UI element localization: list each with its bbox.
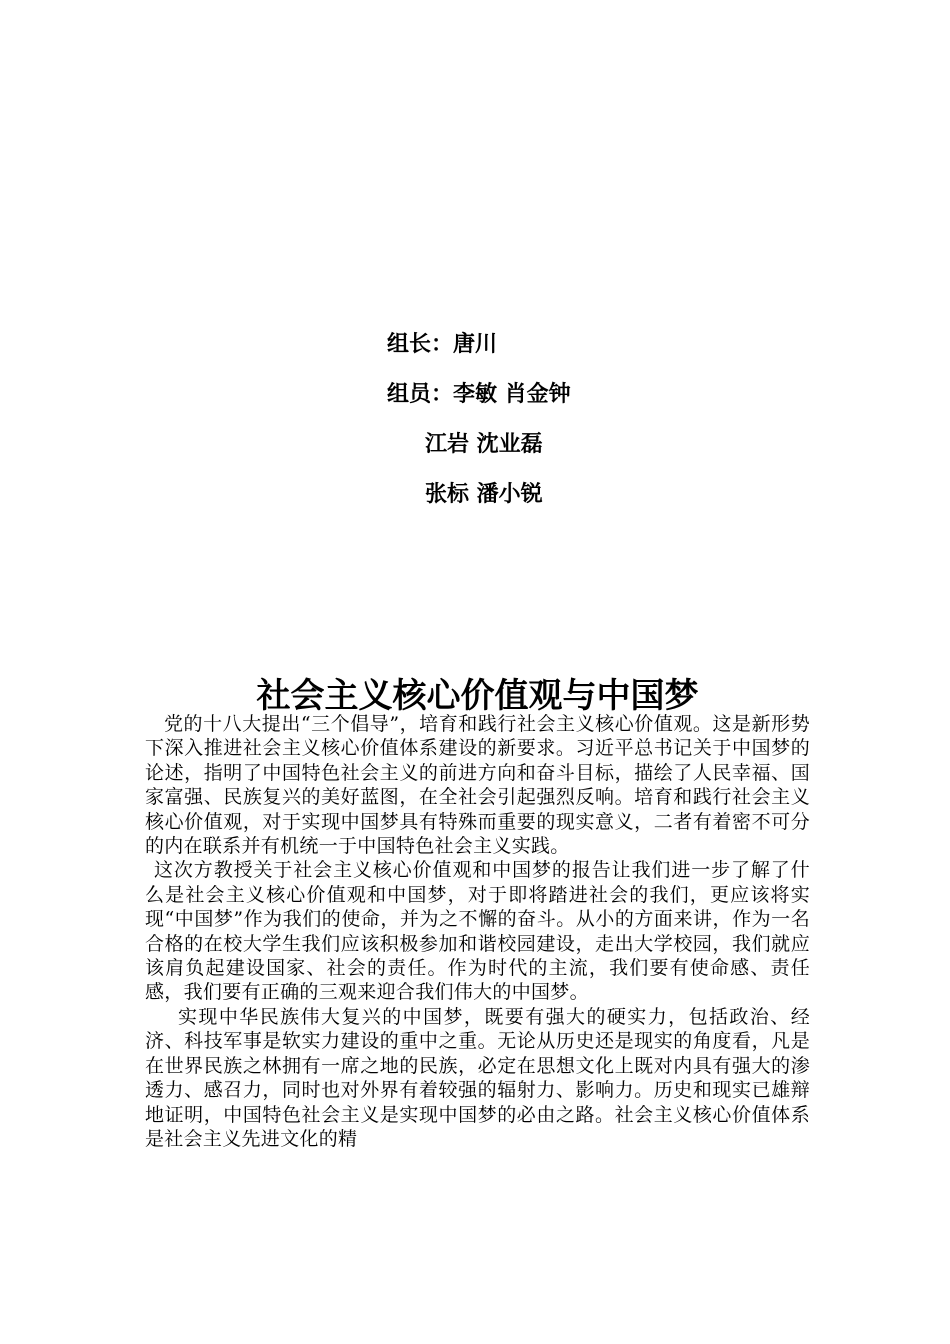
group-leader-line: 组长：唐川 (387, 332, 498, 357)
document-title: 社会主义核心价值观与中国梦 (256, 676, 699, 716)
body-paragraph: 这次方教授关于社会主义核心价值观和中国梦的报告让我们进一步了解了什么是社会主义核心价值观和中国梦，对于即将踏进社会的我们，更应该将实现“中国梦”作为我们的使命，并为之不懈的奋斗。从小的方面来讲，作为一名合格的在校大学生我们应该积极参加和谐校园建设，走出大学校园，我们就应该肩负起建设国家、社会的责任。作为时代的主流，我们要有使命感、责任感，我们要有正确的三观来迎合我们伟大的中国梦。 (145, 859, 810, 1004)
body-paragraph: 实现中华民族伟大复兴的中国梦，既要有强大的硬实力，包括政治、经济、科技军事是软实力建设的重中之重。无论从历史还是现实的角度看，凡是在世界民族之林拥有一席之地的民族，必定在思想文化上既对内具有强大的渗透力、感召力，同时也对外界有着较强的辐射力、影响力。历史和现实已雄辩地证明，中国特色社会主义是实现中国梦的必由之路。社会主义核心价值体系是社会主义先进文化的精 (145, 1005, 810, 1150)
team-roster (387, 330, 707, 530)
document-body (145, 712, 810, 1151)
group-members-line: 张标 潘小锐 (425, 482, 543, 507)
group-members-line: 江岩 沈业磊 (425, 432, 543, 457)
body-paragraph: 党的十八大提出“三个倡导”，培育和践行社会主义核心价值观。这是新形势下深入推进社会主义核心价值体系建设的新要求。习近平总书记关于中国梦的论述，指明了中国特色社会主义的前进方向和奋斗目标，描绘了人民幸福、国家富强、民族复兴的美好蓝图，在全社会引起强烈反响。培育和践行社会主义核心价值观，对于实现中国梦具有特殊而重要的现实意义，二者有着密不可分的内在联系并有机统一于中国特色社会主义实践。 (145, 713, 810, 858)
group-members-line: 组员：李敏 肖金钟 (387, 382, 571, 407)
